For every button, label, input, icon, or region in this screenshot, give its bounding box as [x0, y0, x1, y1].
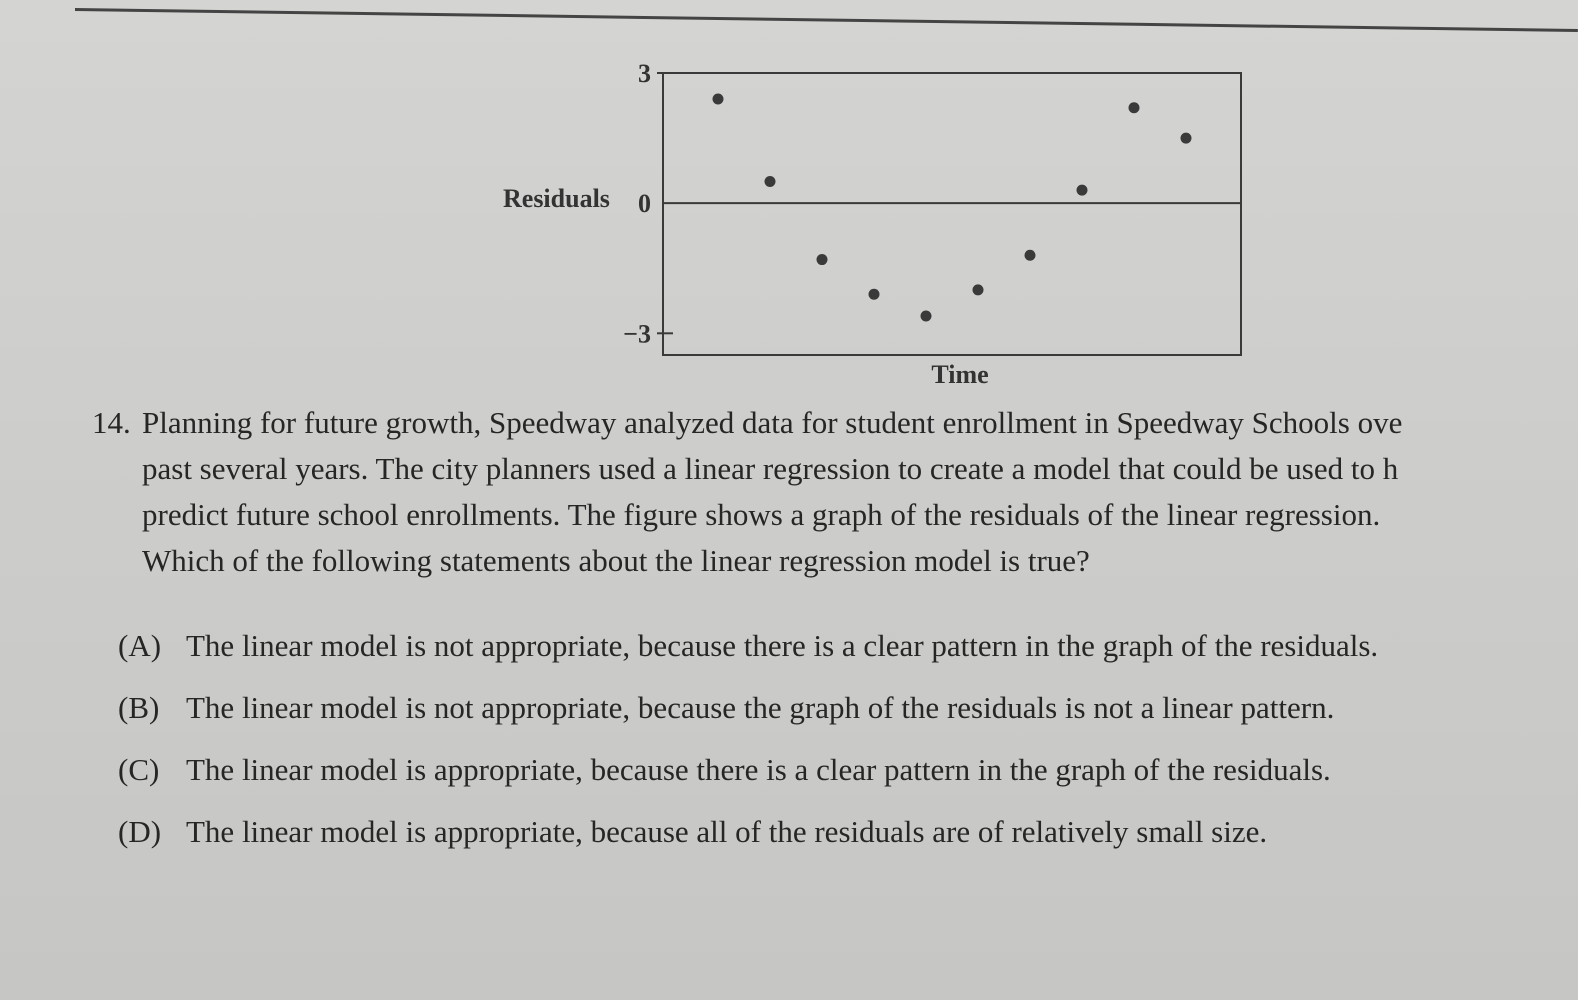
- page-top-rule: [75, 8, 1578, 32]
- y-tick-label: 0: [638, 189, 651, 219]
- choice-text: The linear model is not appropriate, because the graph of the residuals is not a linear pattern.: [186, 690, 1335, 725]
- x-axis-label: Time: [931, 360, 989, 389]
- choice-d[interactable]: [118, 801, 1578, 863]
- residual-point: [765, 176, 776, 187]
- question-line-2: past several years. The city planners used a linear regression to create a model that could be used to h: [142, 451, 1399, 486]
- question-line-4: Which of the following statements about the linear regression model is true?: [142, 543, 1090, 578]
- question-block: [92, 400, 1578, 584]
- residual-point: [1077, 185, 1088, 196]
- choice-letter: (B): [118, 690, 160, 725]
- y-axis-label: Residuals: [503, 184, 610, 213]
- residual-plot: [495, 55, 1265, 400]
- y-tick-label: −3: [623, 319, 651, 349]
- choice-letter: (A): [118, 628, 162, 663]
- choice-a[interactable]: [118, 615, 1578, 677]
- residual-plot-svg: [495, 55, 1265, 400]
- data-points: [713, 94, 1192, 322]
- choice-letter: (C): [118, 752, 160, 787]
- residual-point: [869, 289, 880, 300]
- choice-text: The linear model is not appropriate, because there is a clear pattern in the graph of the residuals.: [186, 628, 1379, 663]
- residual-point: [1181, 133, 1192, 144]
- choice-letter: (D): [118, 814, 162, 849]
- question-line-3: predict future school enrollments. The figure shows a graph of the residuals of the linear regression.: [142, 497, 1381, 532]
- question-text-1: Planning for future growth, Speedway analyzed data for student enrollment in Speedway Schools ove: [142, 405, 1403, 440]
- residual-point: [973, 284, 984, 295]
- y-tick-label: 3: [638, 59, 651, 88]
- answer-choices: [118, 615, 1578, 863]
- question-line-1: [92, 400, 1578, 446]
- plot-frame: [663, 73, 1241, 355]
- choice-text: The linear model is appropriate, because all of the residuals are of relatively small size.: [186, 814, 1268, 849]
- question-number: 14.: [92, 405, 131, 440]
- residual-point: [1129, 102, 1140, 113]
- choice-c[interactable]: [118, 739, 1578, 801]
- residual-point: [1025, 250, 1036, 261]
- residual-point: [817, 254, 828, 265]
- choice-text: The linear model is appropriate, because there is a clear pattern in the graph of the residuals.: [186, 752, 1331, 787]
- residual-point: [713, 94, 724, 105]
- choice-b[interactable]: [118, 677, 1578, 739]
- residual-point: [921, 310, 932, 321]
